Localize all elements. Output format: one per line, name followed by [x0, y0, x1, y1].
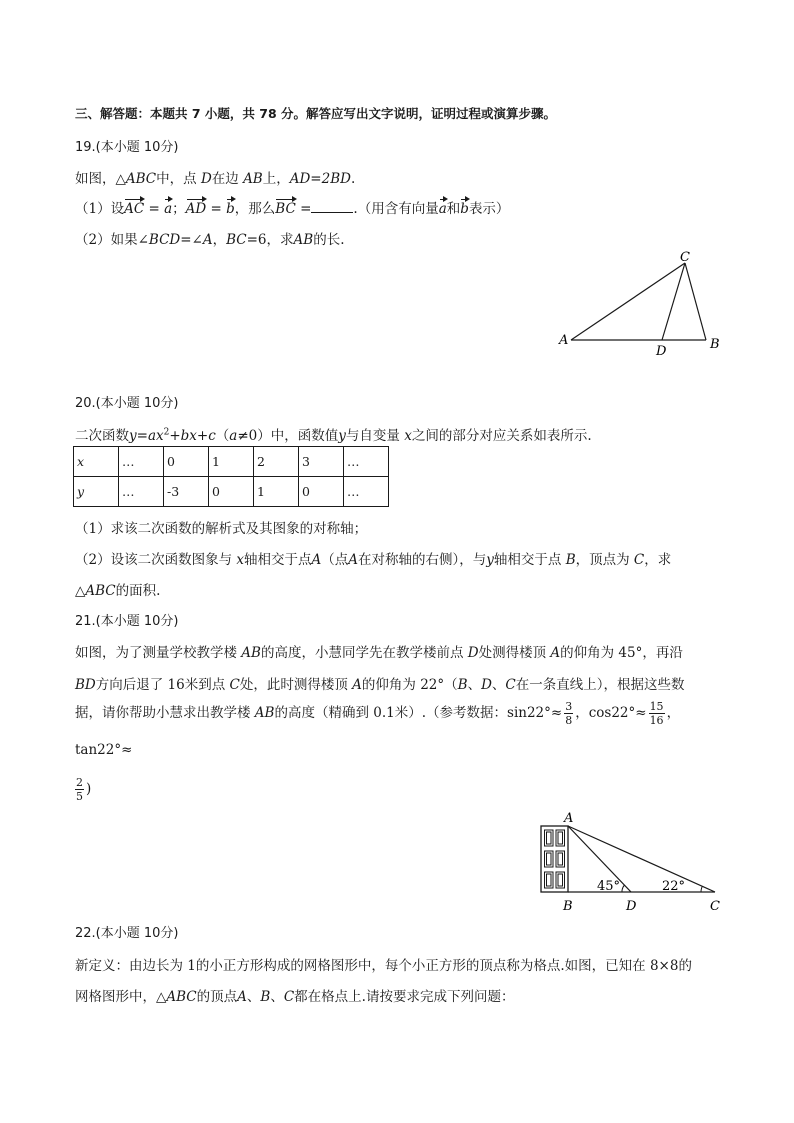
label-B: B: [563, 899, 573, 914]
q21-line2: BD方向后退了 16米到点 C处，此时测得楼顶 A的仰角为 22°（B、D、C在一条直线上），根据这些数: [75, 677, 685, 693]
q20-part2: （2）设该二次函数图象与 x轴相交于点A（点A在对称轴的右侧），与y轴相交于点 B，顶点为 C，求: [75, 552, 672, 568]
q19-part2: （2）如果∠BCD=∠A，BC=6，求AB的长.: [75, 232, 345, 248]
q21-header: 21.(本小题 10分): [75, 614, 179, 629]
value-table: [73, 446, 389, 507]
answer-blank: [311, 200, 353, 213]
building-angle-figure: [535, 810, 735, 920]
q20-part1: （1）求该二次函数的解析式及其图象的对称轴；: [75, 521, 368, 537]
q22-line2: 网格图形中，△ABC的顶点A、B、C都在格点上.请按要求完成下列问题：: [75, 989, 515, 1005]
table-row: y … -3 0 1 0 …: [74, 477, 389, 507]
q21-line1: 如图，为了测量学校教学楼 AB的高度，小慧同学先在教学楼前点 D处测得楼顶 A的仰角为 45°，再沿: [75, 645, 683, 661]
q21-line4: tan22°≈: [75, 742, 133, 758]
table-row: x … 0 1 2 3 …: [74, 447, 389, 477]
triangle-abc-figure: [555, 250, 735, 360]
vector-a: a: [164, 201, 173, 217]
vector-BC: BC: [275, 201, 296, 217]
q22-header: 22.(本小题 10分): [75, 926, 179, 941]
vector-AC: AC: [124, 201, 145, 217]
section-heading: 三、解答题：本题共 7 小题，共 78 分。解答应写出文字说明，证明过程或演算步骤。: [75, 106, 557, 121]
fraction-cos22: $\frac{15}{16}$: [649, 700, 664, 727]
q19-header: 19.(本小题 10分): [75, 140, 179, 155]
building: [541, 826, 568, 892]
vector-AD: AD: [185, 201, 207, 217]
label-A: A: [559, 333, 569, 348]
vector-b: b: [226, 201, 235, 217]
q21-tan-value: $\frac{2}{5}$ ): [76, 776, 92, 803]
q22-line1: 新定义：由边长为 1的小正方形构成的网格图形中，每个小正方形的顶点称为格点.如图，已知在 8×8的: [75, 958, 692, 974]
q20-intro: 二次函数$y=ax^2+bx+c(a\ne 0)$中，函数值y与自变量 x之间的部分对应关系如表所示.: [75, 427, 592, 444]
label-D: D: [626, 899, 637, 914]
label-D: D: [656, 344, 667, 359]
label-B: B: [710, 337, 720, 352]
fraction-tan22: $\frac{2}{5}$: [76, 776, 83, 803]
label-C: C: [680, 250, 690, 265]
building-windows: [545, 830, 565, 888]
angle-22-label: 22°: [662, 879, 686, 894]
label-C: C: [710, 899, 720, 914]
label-A: A: [564, 811, 574, 826]
q19-part1: （1）设AC = a；AD = b，那么BC = .（用含有向量a和b表示）: [75, 201, 510, 217]
q21-line3: 据，请你帮助小慧求出教学楼 AB的高度（精确到 0.1米）.（参考数据：sin22°≈ $\frac{3}{8}$ ，cos22°≈ $\frac{15}{16}$ ，: [75, 700, 681, 727]
q20-part2-cont: △ABC的面积.: [75, 583, 161, 599]
fraction-sin22: $\frac{3}{8}$: [565, 700, 573, 727]
angle-45-label: 45°: [597, 879, 621, 894]
q19-intro: 如图，△ABC中，点 D在边 AB上，AD=2BD.: [75, 171, 356, 187]
q20-header: 20.(本小题 10分): [75, 396, 179, 411]
